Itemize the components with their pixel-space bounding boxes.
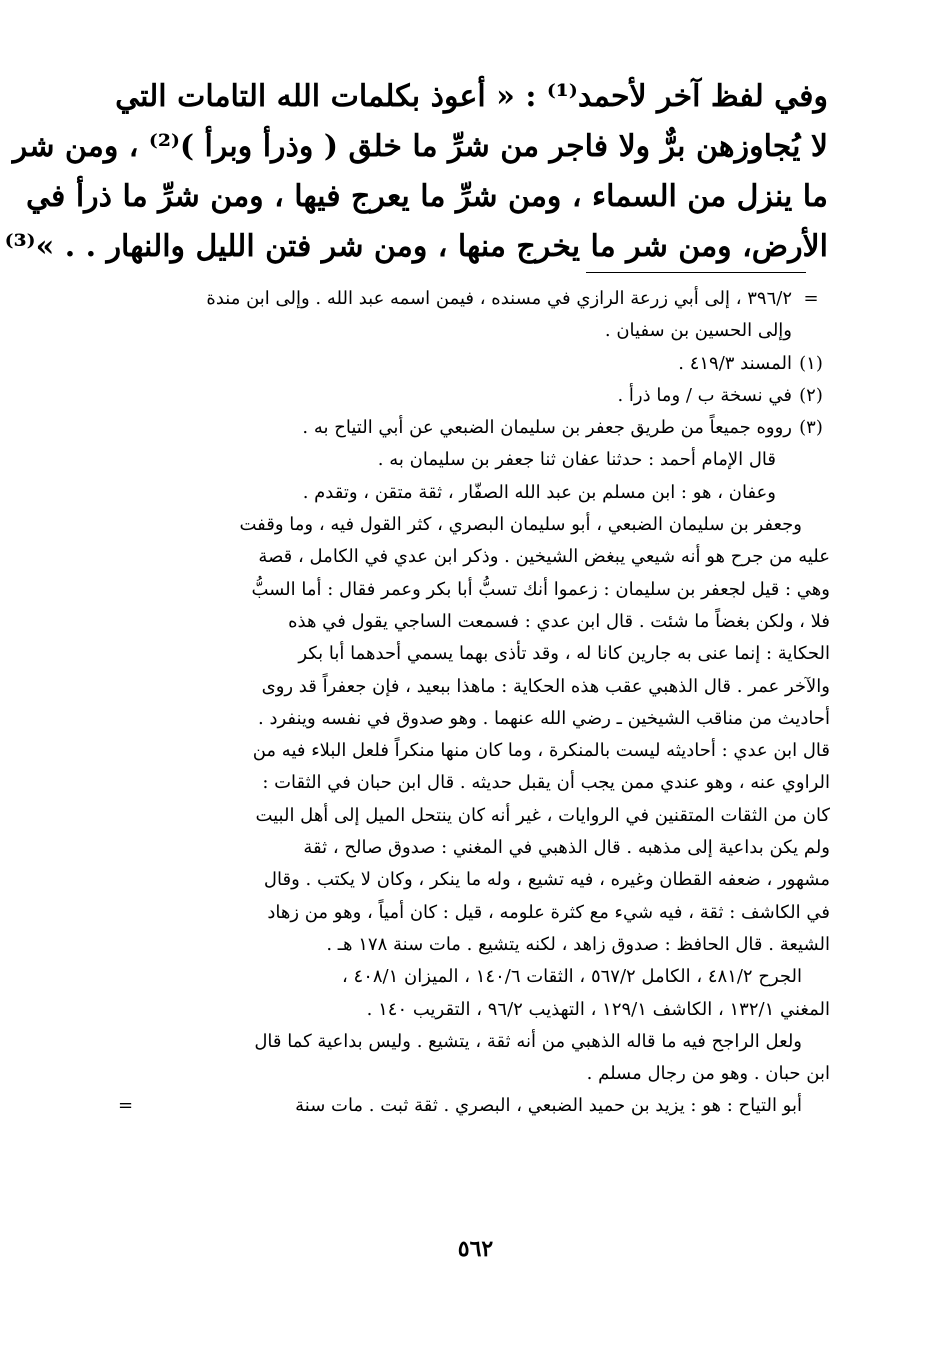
footnote-paragraph-line: والآخر عمر . قال الذهبي عقب هذه الحكاية : ماهذا ببعيد ، فإن جعفراً قد روى [261, 675, 830, 697]
footnote-text: المسند ٤١٩/٣ . [678, 352, 792, 374]
footnote-separator [586, 272, 806, 273]
main-line: وفي لفظ آخر لأحمد⁽¹⁾ : « أعوذ بكلمات الله التامات التي [115, 79, 828, 114]
footnote-paragraph-line: الراوي عنه ، وهو عندي ممن يجب أن يقبل حديثه . قال ابن حبان في الثقات : [262, 772, 830, 794]
main-line: الأرض، ومن شر ما يخرج منها ، ومن شر فتن الليل والنهار . . »⁽³⁾ [4, 229, 828, 264]
footnote-paragraph-line: الشيعة . قال الحافظ : صدوق زاهد ، لكنه يتشيع . مات سنة ١٧٨ هـ . [326, 933, 830, 955]
footnote-marker: (٣) [799, 417, 823, 439]
footnote-paragraph-line: ابن حبان . وهو من رجال مسلم . [586, 1063, 830, 1085]
footnote-paragraph-line: مشهور ، ضعفه القطان وغيره ، فيه تشيع ، وله ما ينكر ، وكان لا يكتب . وقال [263, 869, 830, 891]
footnote-text: رووه جميعاً من طريق جعفر بن سليمان الضبعي عن أبي التياح به . [302, 417, 792, 439]
footnote-references-line: المغني ١٣٢/١ ، الكاشف ١٢٩/١ ، التهذيب ٩٦/٢ ، التقريب ١٤٠ . [366, 998, 830, 1020]
footnote-paragraph-line: وجعفر بن سليمان الضبعي ، أبو سليمان البصري ، كثر القول فيه ، وما وقفت [239, 514, 802, 536]
footnote-paragraph-line: قال ابن عدي : أحاديثه ليست بالمنكرة ، وما كان منها منكراً فلعل البلاء فيه من [252, 740, 830, 762]
footnote-paragraph-line: ولم يكن بداعية إلى مذهبه . قال الذهبي في المغني : صدوق صالح ، ثقة [303, 837, 830, 859]
page-number: ٥٦٢ [457, 1236, 494, 1262]
footnote-text: ٣٩٦/٢ ، إلى أبي زرعة الرازي في مسنده ، فيمن اسمه عبد الله . وإلى ابن مندة [206, 288, 792, 309]
footnote-text: أبو التياح : هو : يزيد بن حميد الضبعي ، البصري . ثقة ثبت . مات سنة [295, 1095, 802, 1117]
footnote-paragraph-line: في الكاشف : ثقة ، فيه شيء مع كثرة علومه ، قيل : كان أمياً ، وهو من زهاد [267, 901, 830, 923]
footnote-paragraph-line: عليه من جرح هو أنه شيعي يبغض الشيخين . وذكر ابن عدي في الكامل ، قصة [258, 546, 830, 568]
footnote-continuation-line [118, 283, 830, 315]
footnote-paragraph-line: أحاديث من مناقب الشيخين ـ رضي الله عنهما . وهو صدوق في نفسه وينفرد . [258, 707, 830, 729]
footnote-paragraph-line: فلا ، ولكن بغضاً ما شئت . قال ابن عدي : فسمعت الساجي يقول في هذه [288, 610, 830, 632]
footnote-references-line: الجرح ٤٨١/٢ ، الكامل ٥٦٧/٢ ، الثقات ١٤٠/٦ ، الميزان ٤٠٨/١ ، [342, 966, 802, 988]
footnote-paragraph: قال الإمام أحمد : حدثنا عفان ثنا جعفر بن سليمان به . [377, 449, 776, 471]
footnotes-block [118, 283, 830, 1123]
continuation-marker: = [118, 1095, 134, 1117]
footnote-paragraph-line: الحكاية : إنما عنى به جارين كانا له ، وقد تأذى بهما يسمي أحدهما أبا بكر [298, 643, 830, 665]
main-line: ما ينزل من السماء ، ومن شرِّ ما يعرج فيها ، ومن شرِّ ما ذرأ في [26, 179, 828, 214]
footnote-paragraph-line: كان من الثقات المتقنين في الروايات ، غير أنه كان ينتحل الميل إلى أهل البيت [255, 804, 830, 826]
continuation-marker: = [803, 288, 819, 309]
main-text-block [4, 72, 828, 272]
footnote-3 [118, 412, 830, 444]
main-line: لا يُجاوزهن برٌّ ولا فاجر من شرِّ ما خلق ( وذرأ وبرأ )⁽²⁾ ، ومن شر [12, 129, 828, 164]
footnote-marker: (٢) [799, 384, 823, 406]
footnote-last-line [118, 1090, 830, 1122]
footnote-1 [118, 348, 830, 380]
footnote-2 [118, 380, 830, 412]
footnote-paragraph: وعفان ، هو : ابن مسلم بن عبد الله الصفّار ، ثقة متقن ، وتقدم . [302, 481, 776, 503]
footnote-paragraph-line: وهي : قيل لجعفر بن سليمان : زعموا أنك تسبُّ أبا بكر وعمر فقال : أما السبُّ [251, 578, 830, 600]
footnote-continuation-line: وإلى الحسين بن سفيان . [604, 320, 792, 342]
footnote-marker: (١) [799, 352, 823, 374]
footnote-text: في نسخة ب / وما ذرأ . [617, 384, 792, 406]
footnote-paragraph-line: ولعل الراجح فيه ما قاله الذهبي من أنه ثقة ، يتشيع . وليس بداعية كما قال [254, 1030, 802, 1052]
